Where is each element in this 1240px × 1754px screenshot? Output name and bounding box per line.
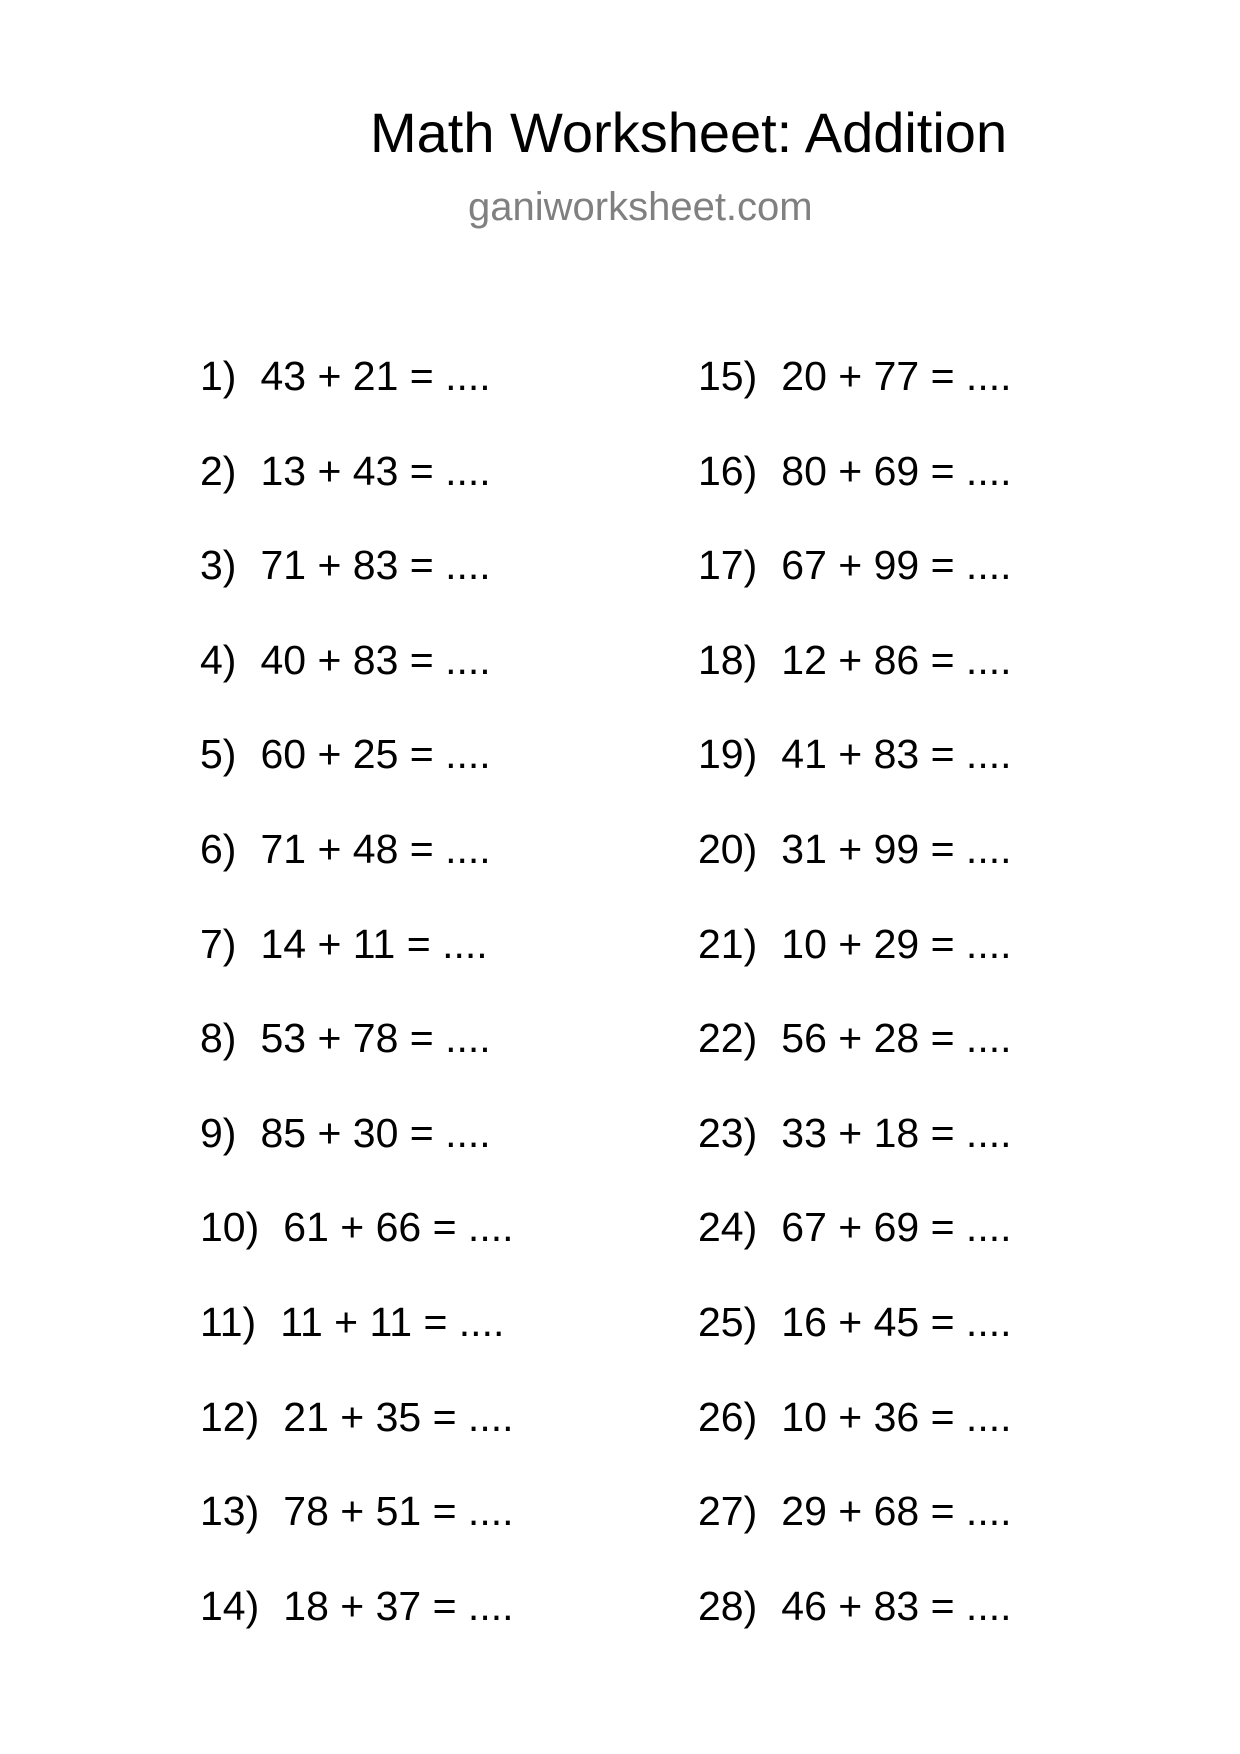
problem-item [698,821,1012,916]
problem-expression: 20 + 77 = .... [781,353,1012,399]
problem-expression: 12 + 86 = .... [781,636,1012,683]
problem-expression: 31 + 99 = .... [781,825,1012,872]
site-url: ganiworksheet.com [468,185,813,229]
problem-item [200,1105,514,1200]
problem-item [698,1578,1012,1673]
problem-number: 18) [698,636,758,683]
problem-number: 14) [200,1582,260,1629]
problem-column-left [200,348,514,1672]
problem-column-right [698,348,1012,1672]
problem-expression: 71 + 83 = .... [260,542,491,589]
problem-expression: 14 + 11 = .... [260,920,488,967]
problem-item [698,443,1012,538]
problem-item [698,726,1012,821]
problem-number: 7) [200,920,237,967]
problem-number: 12) [200,1393,260,1440]
problem-expression: 13 + 43 = .... [260,447,491,494]
problem-number: 26) [698,1393,758,1440]
problem-expression: 61 + 66 = .... [283,1204,514,1251]
problem-item [200,916,514,1011]
problem-expression: 18 + 37 = .... [283,1582,514,1629]
problem-number: 1) [200,353,237,399]
problem-expression: 33 + 18 = .... [781,1109,1012,1156]
problem-expression: 29 + 68 = .... [781,1488,1012,1535]
problem-number: 25) [698,1298,758,1345]
problem-expression: 67 + 69 = .... [781,1204,1012,1251]
problem-item [200,1294,514,1389]
problem-item [698,1199,1012,1294]
worksheet-title: Math Worksheet: Addition [370,101,1008,164]
problem-item [698,1483,1012,1578]
problem-item [200,537,514,632]
problem-expression: 21 + 35 = .... [283,1393,514,1440]
problem-expression: 40 + 83 = .... [260,636,491,683]
problem-number: 11) [200,1298,257,1345]
problem-item [698,632,1012,727]
problem-number: 4) [200,636,237,683]
problem-number: 5) [200,731,237,778]
problem-expression: 10 + 29 = .... [781,920,1012,967]
problem-number: 9) [200,1109,237,1156]
problem-number: 10) [200,1204,260,1251]
problem-item [698,537,1012,632]
problem-item [200,1483,514,1578]
problem-item [200,632,514,727]
problem-item [698,348,1012,443]
problem-item [200,1578,514,1673]
problem-item [200,1389,514,1484]
problem-expression: 10 + 36 = .... [781,1393,1012,1440]
problem-item [200,1010,514,1105]
problem-expression: 67 + 99 = .... [781,542,1012,589]
problem-expression: 56 + 28 = .... [781,1015,1012,1062]
problem-expression: 85 + 30 = .... [260,1109,491,1156]
problem-number: 8) [200,1015,237,1062]
problem-expression: 11 + 11 = .... [280,1298,505,1345]
problem-number: 23) [698,1109,758,1156]
problem-expression: 71 + 48 = .... [260,825,491,872]
problem-expression: 46 + 83 = .... [781,1582,1012,1629]
problem-expression: 16 + 45 = .... [781,1298,1012,1345]
problem-expression: 80 + 69 = .... [781,447,1012,494]
problem-number: 2) [200,447,237,494]
problem-item [698,916,1012,1011]
problem-expression: 60 + 25 = .... [260,731,491,778]
problem-number: 19) [698,731,758,778]
problem-number: 22) [698,1015,758,1062]
problem-expression: 41 + 83 = .... [781,731,1012,778]
problem-item [698,1294,1012,1389]
problem-number: 27) [698,1488,758,1535]
problem-item [200,443,514,538]
problem-number: 16) [698,447,758,494]
problem-number: 24) [698,1204,758,1251]
problem-number: 15) [698,353,758,399]
problem-number: 20) [698,825,758,872]
problem-number: 6) [200,825,237,872]
problem-number: 13) [200,1488,260,1535]
problem-item [698,1105,1012,1200]
problem-item [698,1389,1012,1484]
problem-item [200,1199,514,1294]
problem-item [200,821,514,916]
problem-item [200,726,514,821]
problem-expression: 53 + 78 = .... [260,1015,491,1062]
problem-expression: 43 + 21 = .... [260,353,491,399]
problem-number: 3) [200,542,237,589]
problem-item [698,1010,1012,1105]
problem-number: 17) [698,542,758,589]
problem-expression: 78 + 51 = .... [283,1488,514,1535]
problem-number: 21) [698,920,758,967]
problem-item [200,348,514,443]
problem-number: 28) [698,1582,758,1629]
